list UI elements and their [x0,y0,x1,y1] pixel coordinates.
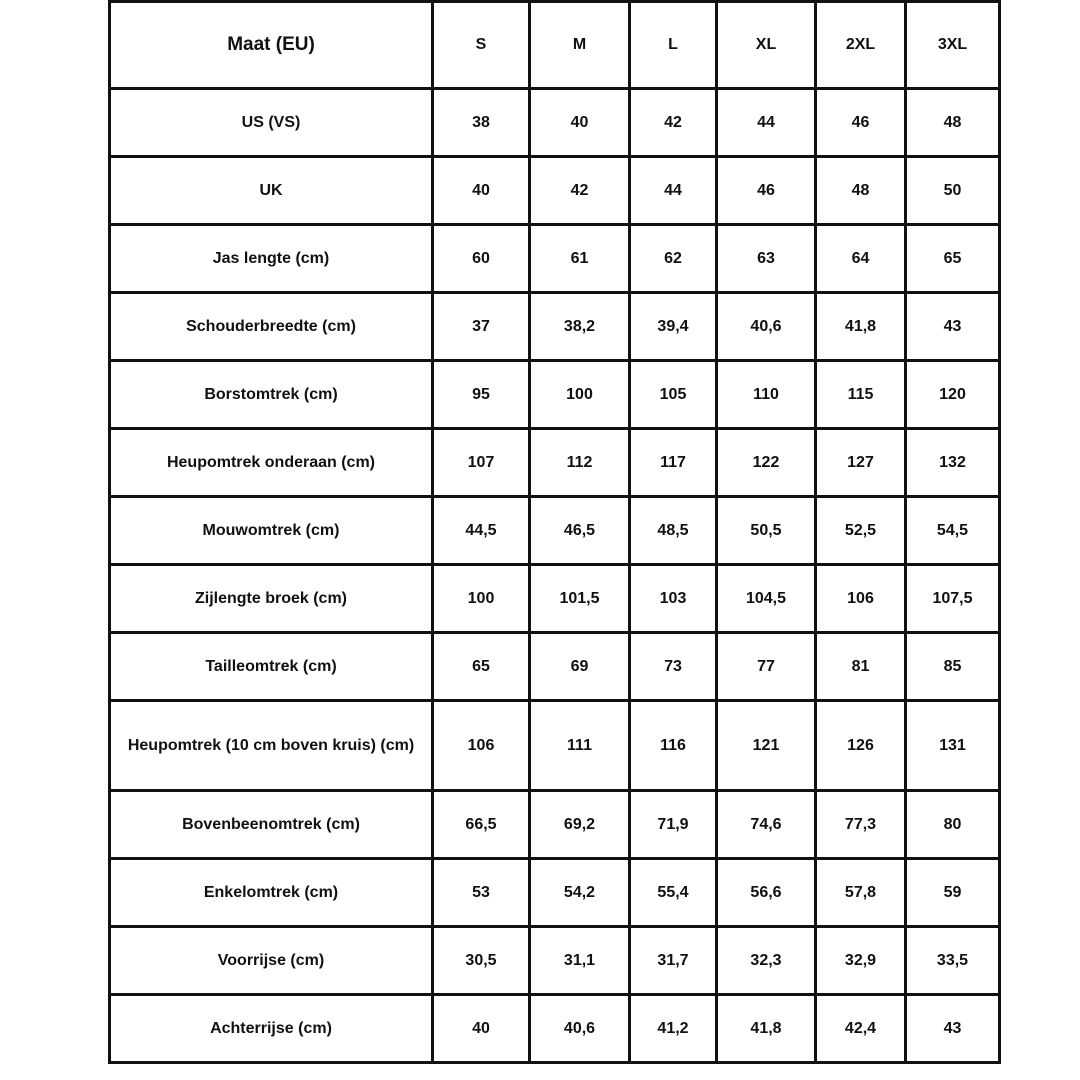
table-cell-3xl: 132 [906,429,1000,497]
row-label: Mouwomtrek (cm) [110,497,433,565]
table-cell-m: 69,2 [530,791,630,859]
row-label: Heupomtrek (10 cm boven kruis) (cm) [110,701,433,791]
table-cell-s: 44,5 [433,497,530,565]
table-cell-l: 116 [630,701,717,791]
table-cell-s: 30,5 [433,927,530,995]
row-label: Borstomtrek (cm) [110,361,433,429]
row-label: Jas lengte (cm) [110,225,433,293]
table-row [110,995,1000,1063]
table-cell-xl: 63 [717,225,816,293]
table-cell-3xl: 120 [906,361,1000,429]
table-cell-3xl: 50 [906,157,1000,225]
table-cell-s: 107 [433,429,530,497]
table-row [110,791,1000,859]
table-cell-m: 111 [530,701,630,791]
table-cell-xl: 56,6 [717,859,816,927]
table-cell-3xl: 85 [906,633,1000,701]
table-cell-s: 40 [433,157,530,225]
table-cell-m: 100 [530,361,630,429]
table-cell-l: 44 [630,157,717,225]
table-cell-2xl: 126 [816,701,906,791]
table-cell-2xl: 64 [816,225,906,293]
table-cell-xl: 40,6 [717,293,816,361]
table-cell-2xl: 115 [816,361,906,429]
table-cell-xl: 74,6 [717,791,816,859]
size-header-l: L [630,2,717,89]
table-cell-s: 53 [433,859,530,927]
table-cell-2xl: 42,4 [816,995,906,1063]
table-cell-m: 42 [530,157,630,225]
table-cell-m: 46,5 [530,497,630,565]
table-row [110,89,1000,157]
table-cell-m: 101,5 [530,565,630,633]
table-cell-l: 41,2 [630,995,717,1063]
table-cell-s: 95 [433,361,530,429]
table-cell-l: 42 [630,89,717,157]
table-cell-xl: 122 [717,429,816,497]
table-cell-s: 60 [433,225,530,293]
table-cell-2xl: 77,3 [816,791,906,859]
size-header-s: S [433,2,530,89]
table-row [110,565,1000,633]
table-cell-3xl: 43 [906,995,1000,1063]
table-cell-3xl: 131 [906,701,1000,791]
table-cell-l: 31,7 [630,927,717,995]
table-row [110,429,1000,497]
size-chart-table [108,0,1001,1064]
size-header-m: M [530,2,630,89]
table-cell-2xl: 106 [816,565,906,633]
table-cell-3xl: 48 [906,89,1000,157]
table-cell-m: 61 [530,225,630,293]
table-cell-l: 73 [630,633,717,701]
row-label: Tailleomtrek (cm) [110,633,433,701]
table-cell-xl: 121 [717,701,816,791]
row-label: Schouderbreedte (cm) [110,293,433,361]
row-label: Heupomtrek onderaan (cm) [110,429,433,497]
table-cell-m: 40 [530,89,630,157]
table-cell-s: 37 [433,293,530,361]
corner-header: Maat (EU) [110,2,433,89]
table-cell-xl: 41,8 [717,995,816,1063]
row-label: Voorrijse (cm) [110,927,433,995]
row-label: UK [110,157,433,225]
table-cell-l: 55,4 [630,859,717,927]
size-header-2xl: 2XL [816,2,906,89]
table-cell-m: 112 [530,429,630,497]
table-cell-2xl: 127 [816,429,906,497]
table-row [110,859,1000,927]
table-cell-m: 38,2 [530,293,630,361]
table-cell-3xl: 65 [906,225,1000,293]
table-cell-2xl: 52,5 [816,497,906,565]
row-label: US (VS) [110,89,433,157]
table-cell-l: 62 [630,225,717,293]
table-cell-l: 48,5 [630,497,717,565]
table-row [110,293,1000,361]
table-cell-s: 38 [433,89,530,157]
table-cell-2xl: 48 [816,157,906,225]
table-row [110,361,1000,429]
table-cell-xl: 44 [717,89,816,157]
table-cell-s: 66,5 [433,791,530,859]
table-cell-3xl: 80 [906,791,1000,859]
row-label: Zijlengte broek (cm) [110,565,433,633]
row-label: Enkelomtrek (cm) [110,859,433,927]
row-label: Achterrijse (cm) [110,995,433,1063]
table-cell-xl: 110 [717,361,816,429]
table-cell-m: 69 [530,633,630,701]
table-cell-s: 40 [433,995,530,1063]
table-body [110,89,1000,1063]
table-cell-l: 105 [630,361,717,429]
table-row [110,701,1000,791]
table-cell-s: 106 [433,701,530,791]
table-cell-2xl: 46 [816,89,906,157]
table-cell-xl: 50,5 [717,497,816,565]
table-cell-3xl: 33,5 [906,927,1000,995]
table-row [110,633,1000,701]
table-cell-xl: 46 [717,157,816,225]
table-cell-3xl: 43 [906,293,1000,361]
table-cell-m: 54,2 [530,859,630,927]
table-cell-l: 103 [630,565,717,633]
table-cell-m: 40,6 [530,995,630,1063]
table-cell-l: 117 [630,429,717,497]
table-cell-xl: 32,3 [717,927,816,995]
table-cell-xl: 77 [717,633,816,701]
table-cell-xl: 104,5 [717,565,816,633]
table-row [110,225,1000,293]
table-row [110,927,1000,995]
table-cell-l: 39,4 [630,293,717,361]
table-row [110,497,1000,565]
size-header-xl: XL [717,2,816,89]
table-cell-s: 65 [433,633,530,701]
table-cell-2xl: 57,8 [816,859,906,927]
size-header-3xl: 3XL [906,2,1000,89]
table-cell-l: 71,9 [630,791,717,859]
header-row [110,2,1000,89]
table-cell-3xl: 107,5 [906,565,1000,633]
table-cell-3xl: 54,5 [906,497,1000,565]
table-cell-2xl: 81 [816,633,906,701]
table-cell-m: 31,1 [530,927,630,995]
table-cell-3xl: 59 [906,859,1000,927]
row-label: Bovenbeenomtrek (cm) [110,791,433,859]
table-cell-s: 100 [433,565,530,633]
table-cell-2xl: 41,8 [816,293,906,361]
table-cell-2xl: 32,9 [816,927,906,995]
table-row [110,157,1000,225]
